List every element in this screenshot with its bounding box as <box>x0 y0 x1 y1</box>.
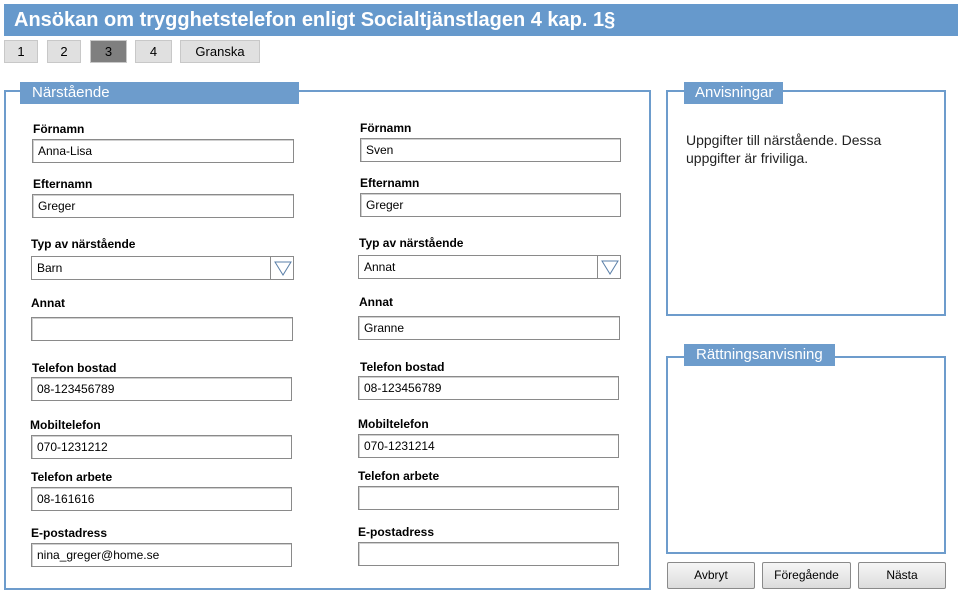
corrections-panel-tab: Rättningsanvisning <box>684 344 835 366</box>
person2-mobile-label: Mobiltelefon <box>358 417 429 431</box>
dropdown-arrow-icon[interactable] <box>270 257 293 279</box>
person2-first-name-field[interactable] <box>360 138 621 162</box>
person2-mobile-field[interactable] <box>358 434 619 458</box>
instructions-panel <box>666 90 946 316</box>
person2-other-field[interactable] <box>358 316 620 340</box>
person1-last-name-field[interactable] <box>32 194 294 218</box>
page-title: Ansökan om trygghetstelefon enligt Socialtjänstlagen 4 kap. 1§ <box>4 4 958 36</box>
person1-email-field[interactable] <box>31 543 292 567</box>
relatives-panel-tab: Närstående <box>20 82 299 104</box>
person2-home-phone-label: Telefon bostad <box>360 360 445 374</box>
person1-work-phone-field[interactable] <box>31 487 292 511</box>
step-tab-2[interactable]: 2 <box>47 40 81 63</box>
person2-other-label: Annat <box>359 295 393 309</box>
person2-last-name-label: Efternamn <box>360 176 420 190</box>
person1-other-label: Annat <box>31 296 65 310</box>
person2-relation-type-value: Annat <box>364 260 396 274</box>
instructions-panel-tab: Anvisningar <box>684 82 783 104</box>
person2-work-phone-field[interactable] <box>358 486 619 510</box>
person2-relation-type-label: Typ av närstående <box>359 236 464 250</box>
person1-mobile-label: Mobiltelefon <box>30 418 101 432</box>
person1-relation-type-select[interactable] <box>31 256 294 280</box>
person1-relation-type-value: Barn <box>37 261 63 275</box>
next-button[interactable]: Nästa <box>858 562 946 589</box>
person2-relation-type-select[interactable] <box>358 255 621 279</box>
step-tab-1[interactable]: 1 <box>4 40 38 63</box>
person1-first-name-field[interactable] <box>32 139 294 163</box>
person1-email-label: E-postadress <box>31 526 108 540</box>
instructions-text: Uppgifter till närstående. Dessa uppgifter är friviliga. <box>686 132 882 166</box>
corrections-panel <box>666 356 946 554</box>
dropdown-arrow-icon[interactable] <box>597 256 620 278</box>
person1-home-phone-field[interactable] <box>31 377 292 401</box>
cancel-button[interactable]: Avbryt <box>667 562 755 589</box>
person2-email-field[interactable] <box>358 542 619 566</box>
previous-button[interactable]: Föregående <box>762 562 851 589</box>
person2-first-name-label: Förnamn <box>360 121 412 135</box>
person1-mobile-field[interactable] <box>31 435 292 459</box>
person1-last-name-label: Efternamn <box>33 177 93 191</box>
person1-other-field[interactable] <box>31 317 293 341</box>
step-tab-3[interactable]: 3 <box>90 40 127 63</box>
person2-last-name-field[interactable] <box>360 193 621 217</box>
person1-first-name-label: Förnamn <box>33 122 85 136</box>
step-tab-review[interactable]: Granska <box>180 40 260 63</box>
step-tab-4[interactable]: 4 <box>135 40 172 63</box>
person1-relation-type-label: Typ av närstående <box>31 237 136 251</box>
person1-work-phone-label: Telefon arbete <box>31 470 113 484</box>
person1-home-phone-label: Telefon bostad <box>32 361 117 375</box>
person2-home-phone-field[interactable] <box>358 376 619 400</box>
person2-work-phone-label: Telefon arbete <box>358 469 440 483</box>
person2-email-label: E-postadress <box>358 525 435 539</box>
